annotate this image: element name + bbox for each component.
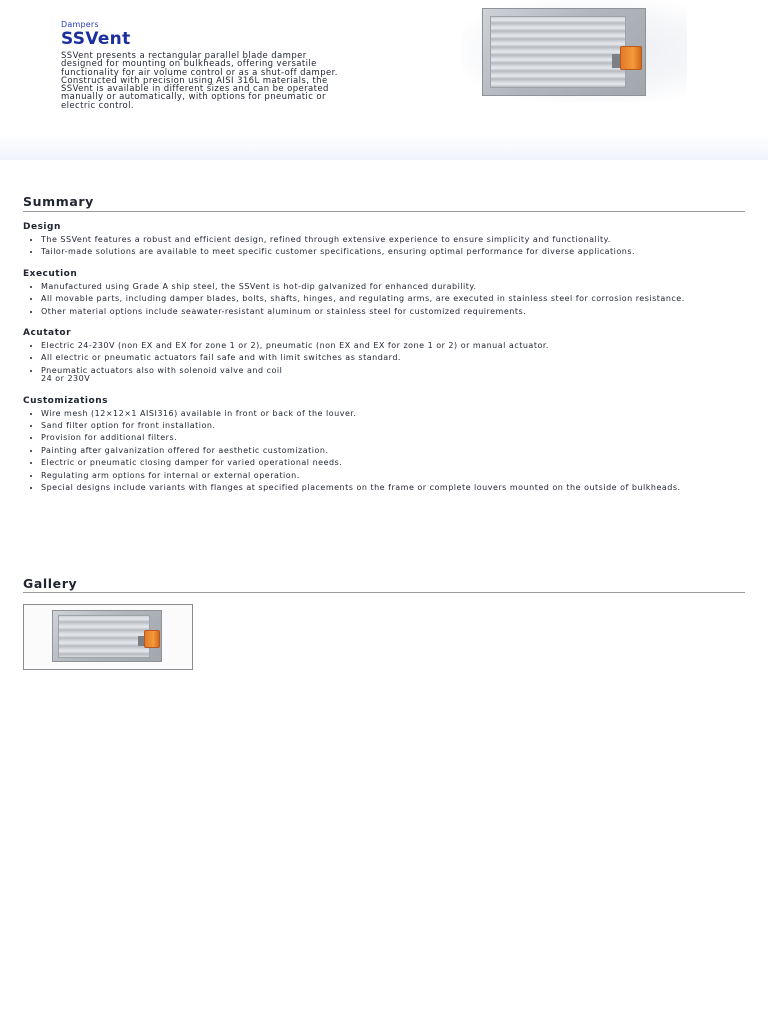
group-heading: Execution [23, 268, 78, 279]
list-item: • The SSVent features a robust and efficient design, refined through extensive experience to ensure simplicity and functionality. [41, 236, 738, 244]
product-title: SSVent [61, 29, 131, 49]
damper-blades [490, 16, 626, 88]
gallery-heading: Gallery [23, 576, 78, 591]
list-item: • Sand filter option for front installation. [41, 422, 738, 430]
list-item: • Electric or pneumatic closing damper for varied operational needs. [41, 459, 738, 467]
list-item: • Pneumatic actuators also with solenoid valve and coil 24 or 230V [41, 367, 738, 384]
list-item: • Wire mesh (12×12×1 AISI316) available in front or back of the louver. [41, 410, 738, 418]
damper-thumbnail-illustration [52, 610, 162, 662]
gallery-divider [23, 592, 745, 593]
list-item: • Regulating arm options for internal or external operation. [41, 472, 738, 480]
damper-illustration [482, 8, 646, 96]
damper-blades [58, 615, 150, 658]
category-link[interactable]: Dampers [61, 20, 99, 29]
list-item: • Tailor-made solutions are available to meet specific customer specifications, ensuring optimal performance for diverse applications. [41, 248, 738, 256]
summary-heading: Summary [23, 194, 94, 209]
group-heading: Acutator [23, 328, 72, 339]
list-item: • Special designs include variants with flanges at specified placements on the frame or complete louvers mounted on the outside of bulkheads. [41, 484, 738, 492]
summary-section [23, 222, 738, 505]
product-description: SSVent presents a rectangular parallel blade damper designed for mounting on bulkheads, offering versatile functionality for air volume control or as a shut-off damper. Constructed with precision using AISI 316L materials, the SSVent is available in different sizes and can be operated manually or automatically, with options for pneumatic or electric control. [61, 51, 338, 111]
summary-group-actuator [23, 328, 738, 384]
list-item: • Painting after galvanization offered for aesthetic customization. [41, 447, 738, 455]
group-heading: Customizations [23, 395, 108, 406]
list-item: • All movable parts, including damper blades, bolts, shafts, hinges, and regulating arms, are executed in stainless steel for corrosion resistance. [41, 295, 738, 303]
list-item: • All electric or pneumatic actuators fail safe and with limit switches as standard. [41, 354, 738, 362]
list-item: • Provision for additional filters. [41, 434, 738, 442]
actuator-icon [144, 630, 160, 648]
product-hero [0, 0, 768, 160]
summary-divider [23, 211, 745, 212]
product-image [462, 0, 687, 102]
hero-text [61, 20, 341, 110]
gallery-thumbnail[interactable] [23, 604, 193, 670]
summary-group-execution [23, 269, 738, 316]
damper-bracket [612, 54, 620, 68]
list-item: • Electric 24-230V (non EX and EX for zone 1 or 2), pneumatic (non EX and EX for zone 1 or 2) or manual actuator. [41, 342, 738, 350]
group-heading: Design [23, 222, 61, 232]
list-item: • Manufactured using Grade A ship steel, the SSVent is hot-dip galvanized for enhanced durability. [41, 283, 738, 291]
list-item: • Other material options include seawater-resistant aluminum or stainless steel for customized requirements. [41, 308, 738, 316]
summary-group-design [23, 222, 738, 257]
summary-group-customizations [23, 396, 738, 493]
actuator-icon [620, 46, 642, 70]
